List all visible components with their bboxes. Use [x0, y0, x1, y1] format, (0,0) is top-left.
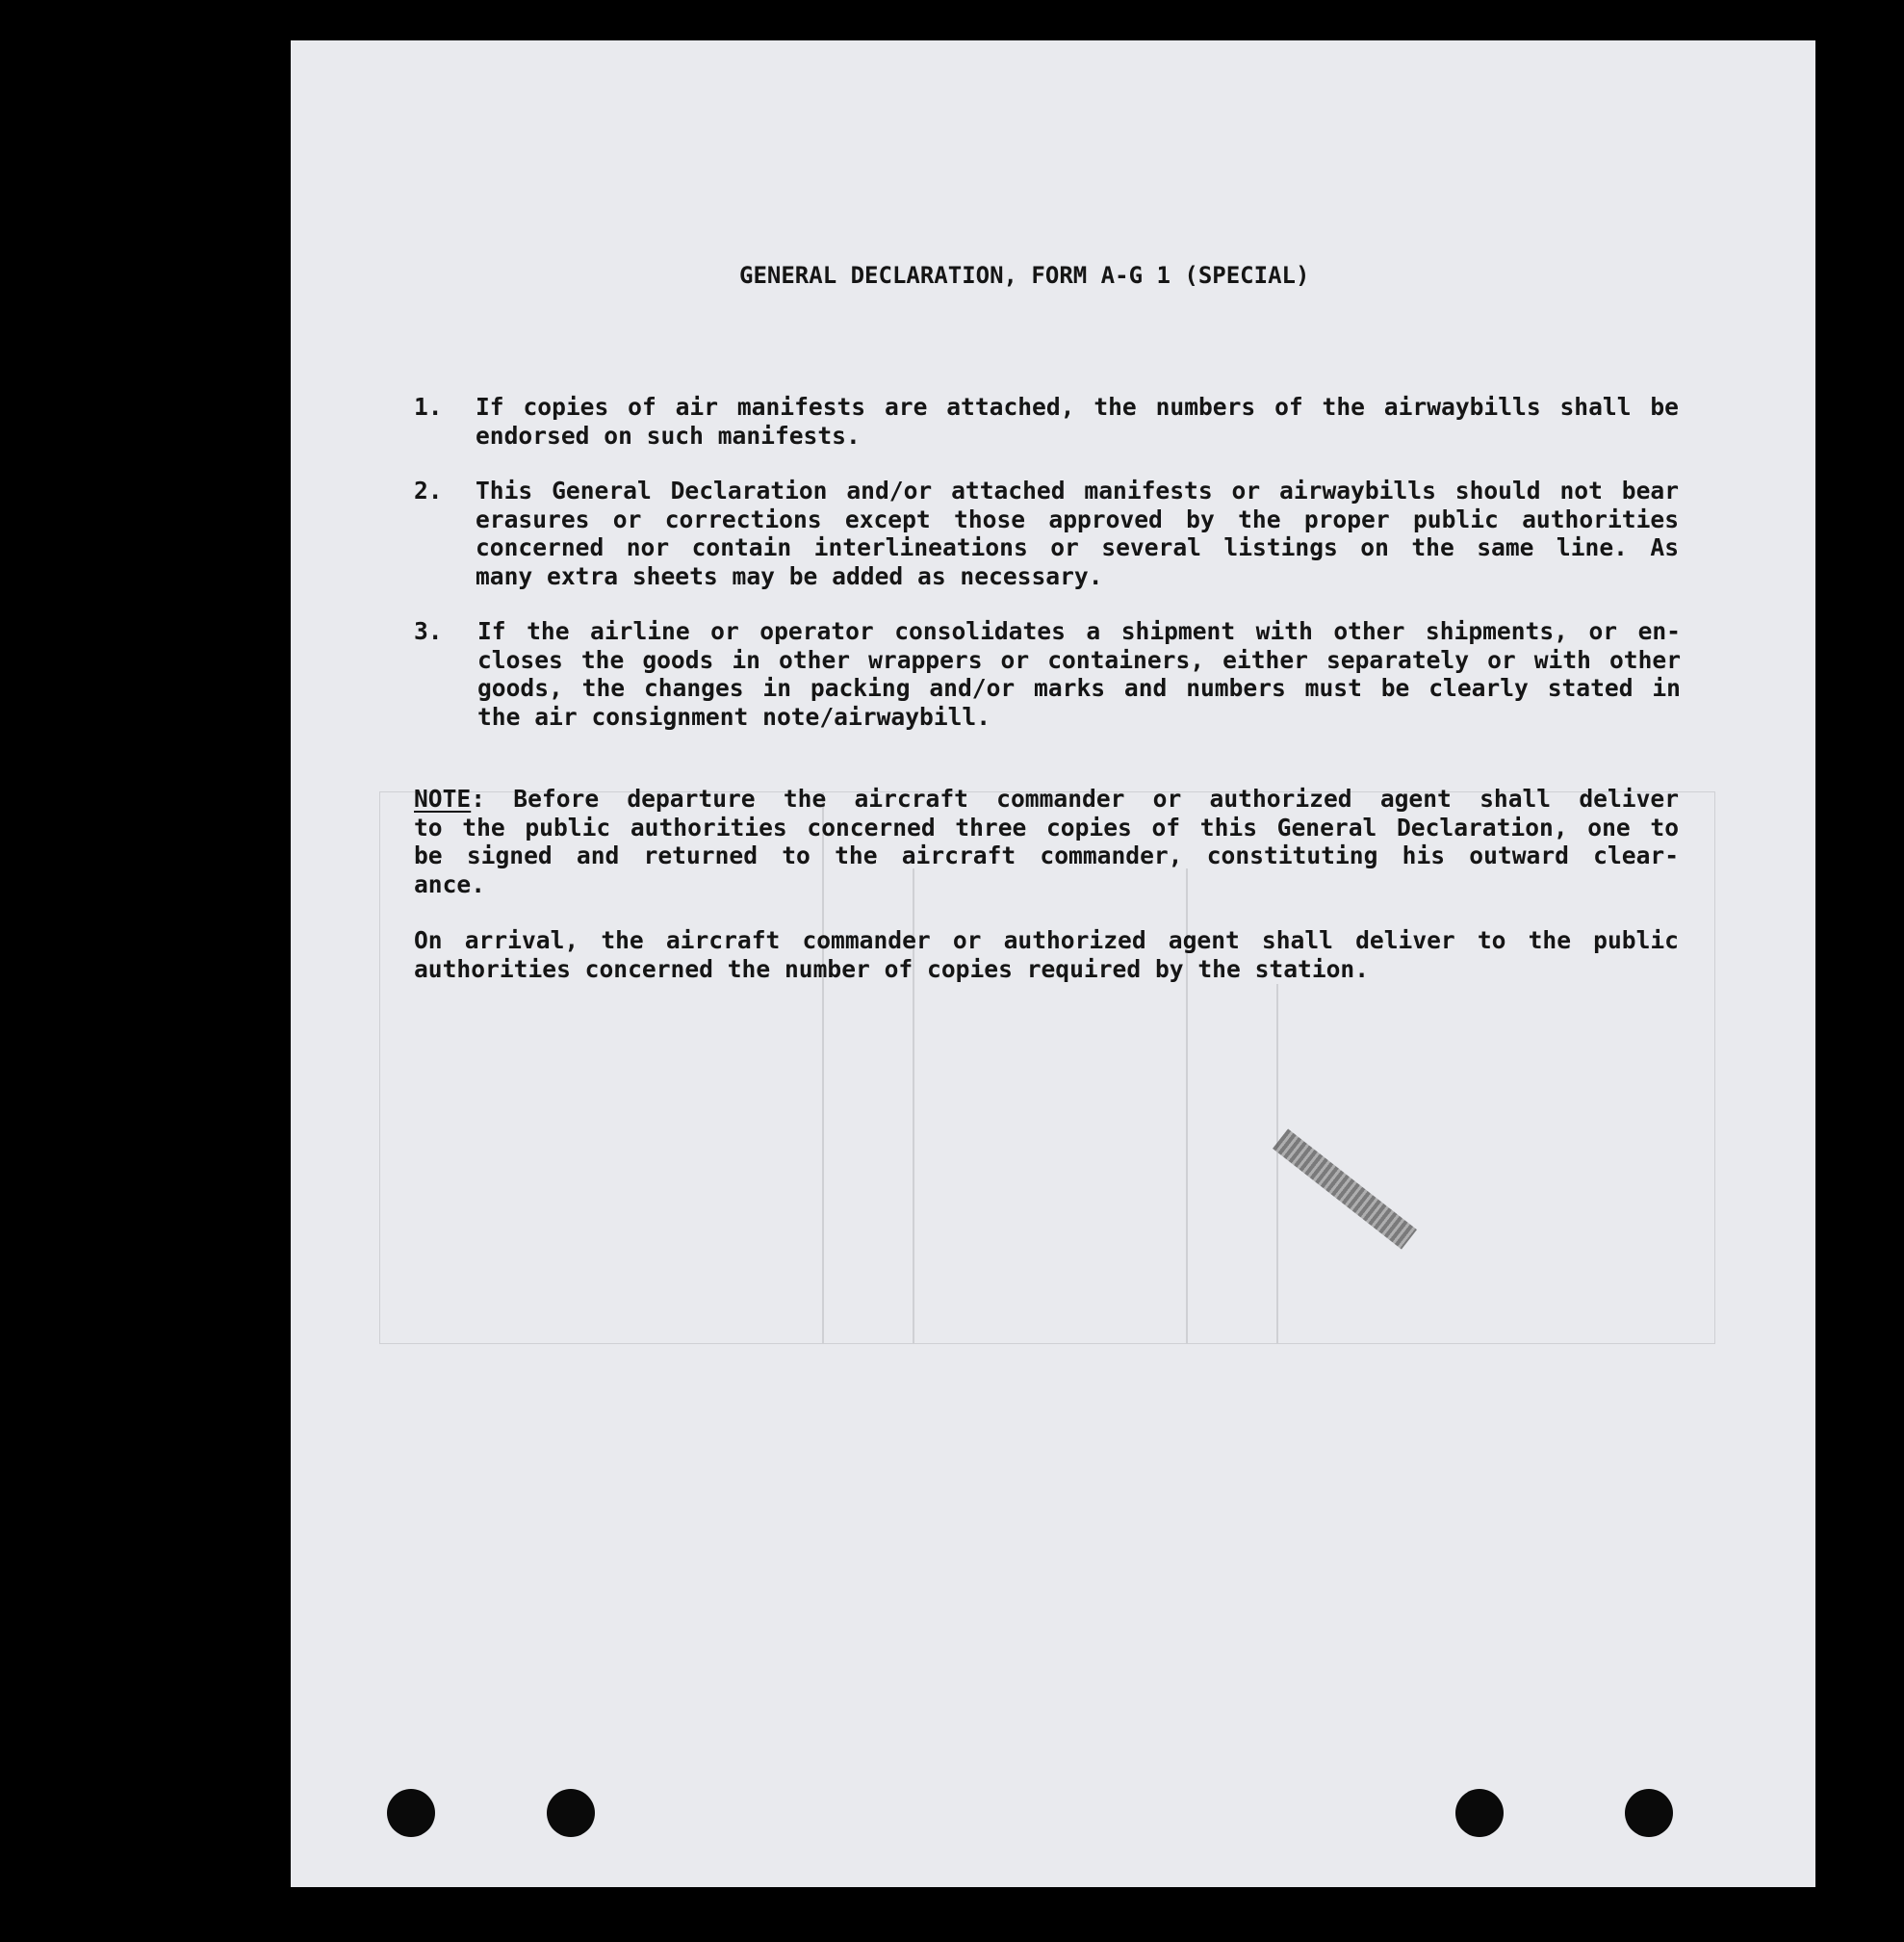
item-line: goods, the changes in packing and/or marks and numbers must be clearly stated in — [477, 674, 1681, 702]
arrival-paragraph — [414, 926, 1679, 983]
list-item — [476, 393, 1679, 450]
item-line: If the airline or operator consolidates a shipment with other shipments, or en- — [477, 617, 1681, 645]
note-first-line-text: Before departure the aircraft commander or authorized agent shall deliver — [513, 785, 1679, 813]
item-line: This General Declaration and/or attached manifests or airwaybills should not bear — [476, 477, 1679, 505]
note-line: ance. — [414, 869, 486, 898]
punch-hole — [387, 1789, 435, 1837]
bleed-through-divider — [1276, 984, 1278, 1344]
note-line: to the public authorities concerned three copies of this General Declaration, one to — [414, 813, 1679, 842]
item-number: 3. — [414, 617, 443, 645]
list-item — [477, 617, 1681, 731]
item-number: 2. — [414, 477, 443, 505]
note-paragraph — [414, 785, 1679, 898]
note-first-line: NOTE: Before departure the aircraft commander or authorized agent shall deliver — [414, 785, 1679, 813]
arrival-line: authorities concerned the number of copies required by the station. — [414, 954, 1370, 983]
punch-hole — [1625, 1789, 1673, 1837]
item-line: If copies of air manifests are attached, the numbers of the airwaybills shall be — [476, 393, 1679, 421]
document-page — [291, 40, 1815, 1887]
item-line: concerned nor contain interlineations or several listings on the same line. As — [476, 533, 1679, 561]
item-line: endorsed on such manifests. — [476, 421, 861, 450]
punch-hole — [1455, 1789, 1504, 1837]
note-line: be signed and returned to the aircraft commander, constituting his outward clear- — [414, 842, 1679, 869]
item-line: closes the goods in other wrappers or containers, either separately or with other — [477, 645, 1681, 674]
item-line: the air consignment note/airwaybill. — [477, 702, 991, 731]
item-line: erasures or corrections except those approved by the proper public authorities — [476, 505, 1679, 533]
punch-hole — [547, 1789, 595, 1837]
item-line: many extra sheets may be added as necessary. — [476, 561, 1103, 590]
arrival-line: On arrival, the aircraft commander or authorized agent shall deliver to the public — [414, 926, 1679, 954]
form-title: GENERAL DECLARATION, FORM A-G 1 (SPECIAL) — [739, 262, 1310, 289]
item-number: 1. — [414, 393, 443, 421]
list-item — [476, 477, 1679, 590]
note-label: NOTE — [414, 785, 472, 813]
